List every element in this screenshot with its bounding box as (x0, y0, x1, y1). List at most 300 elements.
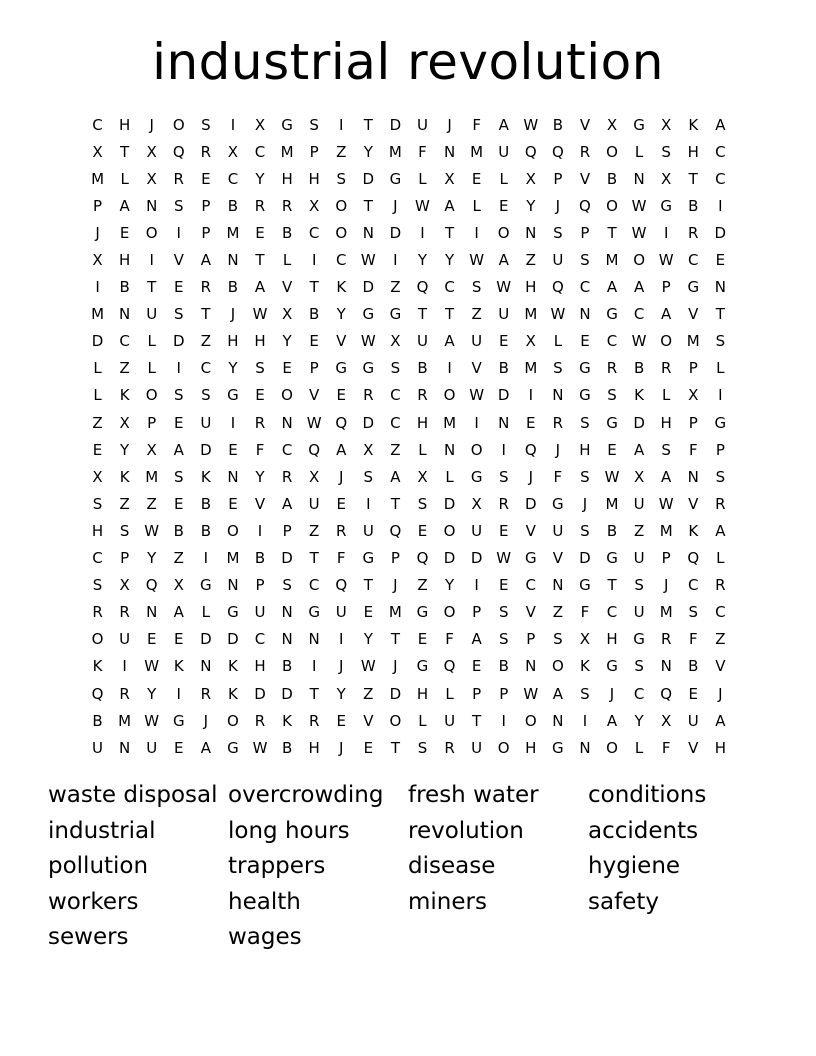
word-list-item: pollution (48, 853, 149, 880)
grid-letter: W (144, 521, 160, 540)
grid-letter: K (200, 467, 211, 486)
grid-letter: U (498, 305, 510, 324)
grid-letter: E (526, 413, 536, 432)
grid-letter: G (687, 278, 700, 297)
grid-letter: O (227, 711, 239, 730)
grid-letter: I (149, 251, 154, 270)
grid-letter: H (525, 278, 537, 297)
grid-letter: J (339, 738, 344, 757)
grid-letter: L (472, 196, 481, 215)
grid-letter: E (174, 278, 184, 297)
word-list-item: industrial (48, 817, 156, 844)
grid-letter: O (551, 657, 564, 676)
word-list (48, 778, 788, 956)
grid-letter: Z (390, 440, 401, 459)
grid-letter: S (390, 359, 401, 378)
grid-letter: A (254, 278, 266, 297)
grid-letter: X (579, 630, 591, 649)
grid-letter: N (119, 738, 131, 757)
grid-letter: R (498, 494, 509, 513)
grid-row (84, 653, 734, 680)
grid-letter: O (606, 142, 618, 161)
grid-letter: C (715, 142, 726, 161)
grid-row (84, 707, 734, 734)
grid-letter: J (230, 305, 236, 324)
grid-letter: K (634, 386, 645, 405)
grid-letter: G (227, 603, 239, 622)
grid-row (84, 463, 734, 490)
grid-letter: W (144, 711, 160, 730)
grid-letter: H (416, 413, 429, 432)
grid-letter: W (658, 494, 674, 513)
grid-letter: A (444, 332, 455, 351)
grid-letter: P (120, 549, 130, 568)
grid-letter: N (443, 142, 456, 161)
grid-letter: A (200, 251, 211, 270)
grid-letter: L (282, 251, 292, 270)
grid-letter: E (498, 521, 509, 540)
grid-letter: A (444, 196, 455, 215)
grid-letter: E (201, 169, 211, 188)
grid-letter: A (552, 684, 563, 703)
grid-letter: L (662, 386, 671, 405)
grid-letter: E (363, 603, 374, 622)
grid-letter: N (308, 630, 320, 649)
grid-row (84, 301, 734, 328)
grid-letter: Q (551, 278, 564, 297)
grid-letter: R (254, 196, 266, 215)
grid-letter: O (497, 738, 510, 757)
grid-letter: H (118, 115, 131, 134)
grid-letter: X (309, 196, 320, 215)
grid-letter: W (604, 467, 620, 486)
grid-letter: S (580, 684, 590, 703)
grid-letter: J (447, 115, 452, 134)
grid-row (84, 680, 734, 707)
grid-letter: A (173, 603, 184, 622)
grid-letter: M (226, 549, 240, 568)
grid-letter: O (443, 521, 456, 540)
word-list-item: sewers (48, 924, 129, 951)
grid-letter: S (553, 223, 563, 242)
grid-letter: G (172, 711, 185, 730)
grid-letter: D (525, 494, 537, 513)
grid-letter: I (311, 657, 317, 676)
grid-letter: H (525, 738, 537, 757)
grid-letter: T (255, 251, 265, 270)
grid-letter: V (688, 305, 699, 324)
grid-letter: Y (363, 142, 373, 161)
grid-letter: R (200, 684, 212, 703)
grid-letter: E (417, 521, 428, 540)
grid-letter: B (688, 196, 699, 215)
grid-letter: P (309, 359, 319, 378)
grid-letter: B (227, 196, 239, 215)
grid-letter: V (525, 603, 536, 622)
grid-letter: X (525, 332, 536, 351)
grid-letter: G (227, 738, 239, 757)
grid-letter: F (661, 738, 671, 757)
grid-letter: S (417, 738, 428, 757)
grid-letter: A (281, 494, 293, 513)
grid-letter: I (122, 657, 127, 676)
grid-letter: E (92, 440, 103, 459)
grid-letter: N (227, 251, 239, 270)
grid-letter: F (688, 440, 698, 459)
grid-letter: B (254, 549, 266, 568)
grid-letter: R (92, 603, 103, 622)
grid-letter: L (716, 359, 725, 378)
grid-letter: E (174, 630, 184, 649)
grid-letter: S (174, 467, 184, 486)
grid-letter: X (309, 467, 320, 486)
word-column (228, 778, 408, 956)
grid-letter: V (688, 738, 699, 757)
grid-letter: R (660, 359, 672, 378)
grid-letter: B (688, 657, 699, 676)
grid-letter: O (470, 440, 483, 459)
grid-letter: G (416, 657, 429, 676)
grid-letter: W (469, 386, 485, 405)
grid-letter: X (146, 169, 157, 188)
word-list-item: health (228, 888, 301, 915)
grid-letter: O (281, 386, 293, 405)
grid-letter: G (552, 738, 564, 757)
grid-letter: S (715, 467, 726, 486)
grid-letter: G (579, 576, 591, 595)
word-column (588, 778, 768, 956)
word-list-item: workers (48, 888, 139, 915)
grid-letter: D (362, 169, 375, 188)
grid-letter: H (687, 142, 699, 161)
grid-letter: Y (444, 576, 455, 595)
grid-letter: I (176, 359, 181, 378)
grid-letter: X (444, 169, 455, 188)
grid-letter: W (631, 223, 647, 242)
grid-letter: S (174, 305, 184, 324)
word-column (408, 778, 588, 956)
grid-letter: X (633, 467, 645, 486)
grid-letter: M (118, 711, 132, 730)
grid-letter: F (336, 549, 346, 568)
grid-letter: O (145, 223, 158, 242)
grid-letter: D (470, 549, 483, 568)
grid-letter: V (281, 278, 293, 297)
grid-letter: H (118, 251, 131, 270)
grid-letter: K (119, 386, 130, 405)
grid-letter: N (227, 576, 239, 595)
grid-letter: H (660, 413, 672, 432)
grid-letter: M (91, 305, 105, 324)
grid-letter: C (227, 169, 239, 188)
grid-letter: B (281, 223, 293, 242)
grid-letter: Z (336, 142, 347, 161)
grid-letter: Z (309, 521, 320, 540)
grid-letter: R (119, 684, 130, 703)
grid-letter: N (146, 196, 158, 215)
grid-letter: T (444, 305, 455, 324)
grid-letter: W (360, 251, 376, 270)
grid-letter: U (633, 549, 645, 568)
grid-letter: R (281, 467, 293, 486)
grid-letter: G (389, 169, 402, 188)
grid-letter: Z (173, 549, 184, 568)
grid-letter: Q (551, 142, 564, 161)
grid-letter: C (336, 251, 347, 270)
grid-letter: U (444, 711, 456, 730)
grid-letter: C (579, 278, 591, 297)
grid-letter: N (227, 467, 239, 486)
grid-letter: B (309, 305, 320, 324)
grid-letter: P (499, 684, 509, 703)
grid-letter: A (498, 115, 509, 134)
grid-letter: Q (524, 142, 537, 161)
grid-letter: R (660, 630, 672, 649)
grid-letter: K (228, 657, 238, 676)
grid-letter: I (420, 223, 425, 242)
grid-letter: L (147, 359, 156, 378)
grid-letter: N (579, 305, 591, 324)
grid-letter: A (633, 278, 645, 297)
grid-letter: G (606, 657, 618, 676)
grid-letter: T (120, 142, 130, 161)
grid-letter: S (174, 386, 184, 405)
grid-letter: P (661, 549, 671, 568)
grid-letter: Y (634, 711, 644, 730)
grid-row (84, 517, 734, 544)
grid-letter: T (147, 278, 157, 297)
grid-letter: C (308, 576, 320, 595)
grid-row (84, 219, 734, 246)
grid-row (84, 328, 734, 355)
grid-letter: O (227, 521, 239, 540)
grid-letter: G (633, 115, 645, 134)
grid-letter: W (631, 332, 647, 351)
grid-letter: X (363, 440, 374, 459)
grid-letter: S (553, 359, 563, 378)
grid-row (84, 192, 734, 219)
grid-letter: B (92, 711, 103, 730)
grid-letter: I (203, 549, 209, 568)
grid-letter: T (201, 305, 211, 324)
grid-row (84, 355, 734, 382)
grid-letter: L (93, 359, 102, 378)
grid-letter: K (688, 521, 699, 540)
grid-letter: N (525, 223, 537, 242)
grid-letter: T (309, 684, 319, 703)
grid-letter: U (498, 142, 510, 161)
grid-letter: E (498, 576, 509, 595)
grid-letter: D (362, 278, 375, 297)
grid-letter: T (363, 576, 373, 595)
grid-letter: P (147, 413, 157, 432)
grid-letter: G (470, 467, 483, 486)
grid-letter: D (281, 549, 293, 568)
grid-letter: G (606, 413, 618, 432)
grid-letter: U (471, 332, 483, 351)
grid-letter: P (93, 196, 103, 215)
grid-letter: F (445, 630, 454, 649)
grid-letter: P (715, 440, 725, 459)
grid-letter: W (252, 305, 268, 324)
grid-letter: U (254, 603, 266, 622)
grid-letter: V (579, 115, 591, 134)
grid-letter: P (580, 223, 590, 242)
grid-letter: N (552, 576, 564, 595)
grid-letter: R (119, 603, 130, 622)
grid-letter: V (309, 386, 320, 405)
grid-letter: C (92, 115, 103, 134)
grid-letter: I (176, 684, 181, 703)
grid-letter: S (92, 494, 103, 513)
grid-letter: W (496, 549, 512, 568)
word-list-item: waste disposal (48, 782, 218, 808)
grid-letter: G (579, 386, 591, 405)
grid-letter: P (309, 142, 319, 161)
grid-letter: U (687, 711, 699, 730)
grid-letter: E (688, 684, 698, 703)
grid-letter: G (606, 305, 618, 324)
grid-letter: I (257, 521, 263, 540)
grid-letter: W (306, 413, 322, 432)
grid-letter: T (363, 115, 373, 134)
grid-letter: E (498, 196, 509, 215)
grid-letter: X (173, 576, 184, 595)
grid-letter: S (661, 142, 671, 161)
grid-letter: T (309, 278, 319, 297)
grid-letter: Q (416, 278, 429, 297)
grid-letter: M (605, 494, 619, 513)
grid-letter: E (255, 386, 265, 405)
grid-letter: C (444, 278, 455, 297)
grid-letter: D (389, 115, 402, 134)
grid-letter: S (282, 576, 292, 595)
grid-letter: D (227, 630, 239, 649)
grid-letter: T (309, 549, 319, 568)
grid-letter: C (200, 359, 212, 378)
grid-letter: J (393, 657, 398, 676)
grid-letter: S (174, 196, 184, 215)
grid-letter: R (281, 196, 293, 215)
grid-letter: C (390, 413, 401, 432)
grid-row (84, 436, 734, 463)
grid-letter: W (658, 251, 674, 270)
grid-letter: G (524, 549, 537, 568)
grid-letter: W (550, 305, 566, 324)
grid-letter: G (606, 549, 618, 568)
grid-letter: L (120, 169, 129, 188)
grid-letter: U (552, 521, 564, 540)
grid-letter: Z (417, 576, 428, 595)
grid-row (84, 246, 734, 273)
grid-row (84, 138, 734, 165)
grid-letter: P (553, 169, 563, 188)
grid-letter: I (230, 115, 236, 134)
grid-letter: M (605, 251, 619, 270)
grid-letter: I (339, 630, 344, 649)
grid-letter: T (390, 738, 400, 757)
word-list-item: hygiene (588, 853, 681, 880)
grid-letter: Q (443, 657, 456, 676)
grid-letter: U (200, 413, 212, 432)
grid-row (84, 382, 734, 409)
grid-letter: H (254, 332, 266, 351)
grid-letter: E (336, 711, 346, 730)
grid-letter: G (200, 576, 212, 595)
grid-letter: N (552, 386, 564, 405)
grid-letter: O (606, 196, 618, 215)
grid-letter: W (360, 657, 376, 676)
grid-letter: J (393, 196, 398, 215)
grid-letter: N (362, 223, 374, 242)
grid-letter: B (498, 657, 509, 676)
grid-letter: O (633, 251, 645, 270)
grid-letter: J (555, 196, 561, 215)
grid-letter: Y (336, 305, 346, 324)
grid-row (84, 626, 734, 653)
grid-letter: S (336, 169, 346, 188)
grid-letter: X (417, 467, 428, 486)
grid-letter: I (528, 386, 533, 405)
grid-letter: M (91, 169, 105, 188)
word-list-item: fresh water (408, 782, 539, 808)
grid-letter: N (633, 169, 645, 188)
grid-letter: Z (390, 278, 401, 297)
grid-letter: N (498, 413, 510, 432)
word-list-item: overcrowding (228, 782, 384, 808)
grid-letter: W (631, 196, 647, 215)
grid-row (84, 734, 734, 761)
grid-letter: H (606, 630, 618, 649)
grid-letter: O (172, 115, 185, 134)
grid-letter: H (91, 521, 104, 540)
grid-letter: D (443, 549, 456, 568)
grid-letter: X (390, 332, 401, 351)
grid-letter: S (688, 603, 699, 622)
grid-letter: Q (172, 142, 185, 161)
grid-letter: W (523, 684, 539, 703)
grid-letter: P (201, 196, 211, 215)
grid-letter: Y (120, 440, 130, 459)
grid-letter: N (281, 603, 293, 622)
grid-letter: I (176, 223, 181, 242)
grid-letter: A (661, 467, 672, 486)
grid-letter: O (145, 386, 158, 405)
grid-letter: L (553, 332, 563, 351)
grid-letter: A (498, 251, 509, 270)
grid-letter: B (200, 494, 211, 513)
grid-letter: X (606, 115, 618, 134)
grid-letter: T (390, 494, 400, 513)
grid-letter: H (281, 169, 293, 188)
grid-letter: H (308, 169, 320, 188)
grid-letter: L (499, 169, 508, 188)
grid-letter: T (472, 711, 482, 730)
grid-letter: W (144, 657, 160, 676)
grid-letter: W (415, 196, 430, 215)
grid-letter: U (308, 494, 320, 513)
grid-letter: L (716, 549, 725, 568)
grid-letter: N (525, 657, 537, 676)
grid-letter: C (254, 142, 266, 161)
grid-letter: Y (282, 332, 292, 351)
grid-letter: R (254, 711, 266, 730)
grid-letter: S (634, 657, 644, 676)
grid-letter: N (146, 603, 158, 622)
grid-letter: M (524, 305, 538, 324)
grid-letter: R (308, 711, 320, 730)
grid-letter: Q (660, 684, 673, 703)
